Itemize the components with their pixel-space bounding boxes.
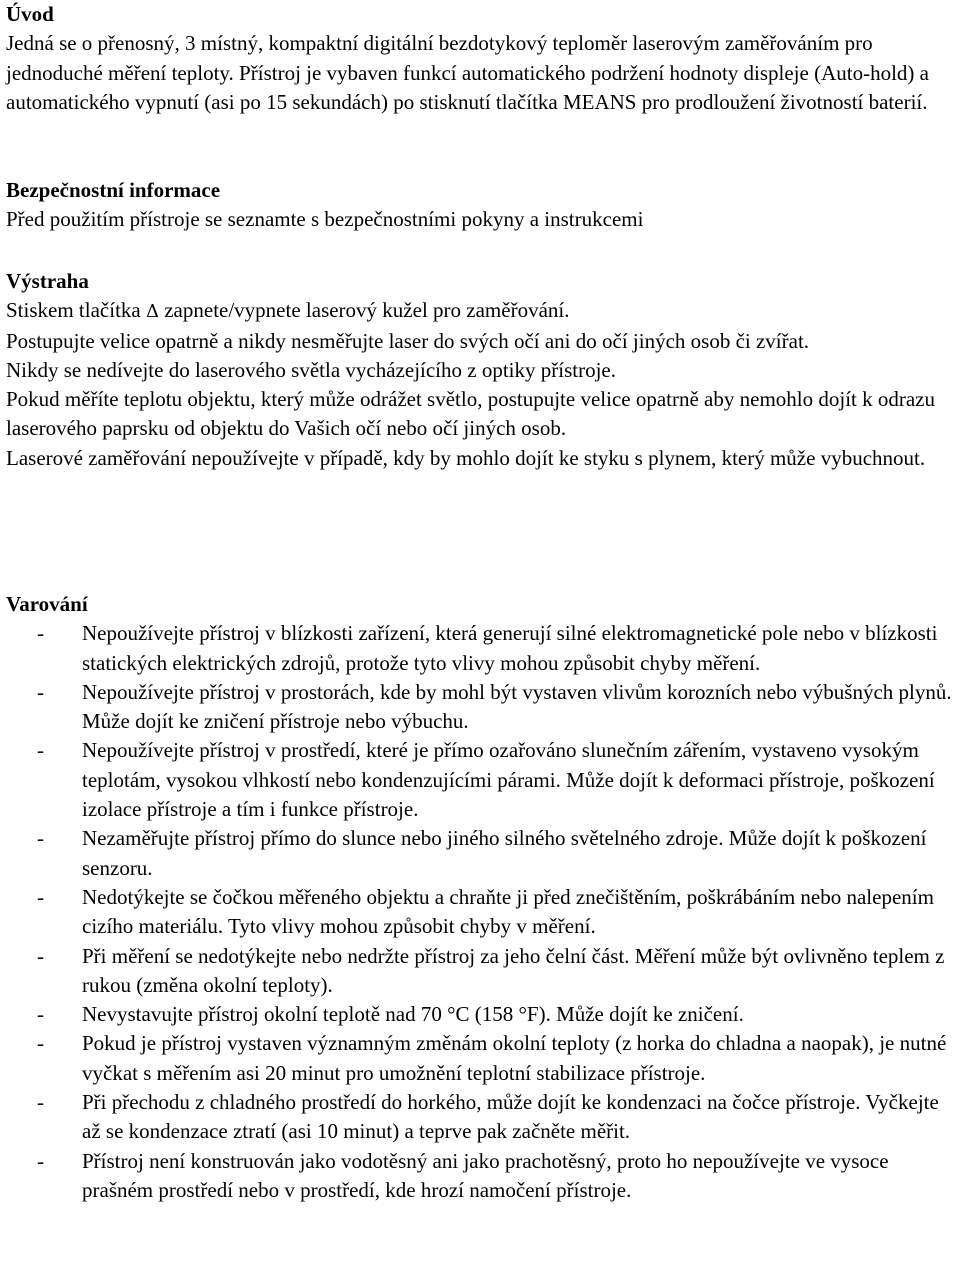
- laser-instruction-start: Stiskem tlačítka: [6, 298, 146, 323]
- dash-bullet: -: [37, 1090, 44, 1115]
- warning-heading: Výstraha: [6, 269, 89, 293]
- list-item: [6, 678, 960, 737]
- dash-bullet: -: [37, 679, 44, 704]
- caution-list: [6, 619, 960, 1205]
- list-item-text: Při přechodu z chladného prostředí do horkého, může dojít ke kondenzaci na čočce přístroje. Vyčkejte až se kondenzace ztratí (asi 10 minut) a teprve pak začněte měřit.: [82, 1090, 939, 1144]
- list-item: [6, 619, 960, 678]
- list-item-text: Nepoužívejte přístroj v prostředí, které je přímo ozařováno slunečním zářením, vystaveno vysokým teplotám, vysokou vlhkostí nebo kondenzujícími párami. Může dojít k deformaci přístroje, poškození izolace přístroje a tím i funkce přístroje.: [82, 738, 935, 822]
- section-safety-information: [6, 176, 956, 235]
- dash-bullet: -: [37, 943, 44, 968]
- list-item: [6, 1147, 960, 1206]
- laser-toggle-instruction: [6, 296, 956, 326]
- list-item-text: Přístroj není konstruován jako vodotěsný ani jako prachotěsný, proto ho nepoužívejte ve vysoce prašném prostředí nebo v prostředí, kde hrozí namočení přístroje.: [82, 1148, 889, 1202]
- dash-bullet: -: [37, 1002, 44, 1027]
- dash-bullet: -: [37, 1148, 44, 1173]
- safety-heading: Bezpečnostní informace: [6, 178, 221, 202]
- list-item-text: Nepoužívejte přístroj v blízkosti zařízení, která generují silné elektromagnetické pole nebo v blízkosti statických elektrických zdrojů, protože tyto vlivy mohou způsobit chyby měření.: [82, 621, 938, 675]
- introduction-text: Jedná se o přenosný, 3 místný, kompaktní digitální bezdotykový teploměr laserovým zaměřováním pro jednoduché měření teploty. Přístroj je vybaven funkcí automatického podržení hodnoty displeje (Auto-hold) a automatického vypnutí (asi po 15 sekundách) po stisknutí tlačítka MEANS pro prodloužení životností baterií.: [6, 31, 929, 114]
- list-item-text: Nedotýkejte se čočkou měřeného objektu a chraňte ji před znečištěním, poškrábáním nebo nalepením cizího materiálu. Tyto vlivy mohou způsobit chyby v měření.: [82, 884, 934, 939]
- list-item: [6, 824, 960, 883]
- section-introduction: [6, 0, 956, 117]
- delta-icon: Δ: [145, 301, 159, 323]
- list-item-text: Nepoužívejte přístroj v prostorách, kde by mohl být vystaven vlivům korozních nebo výbušných plynů. Může dojít ke zničení přístroje nebo výbuchu.: [82, 679, 952, 734]
- dash-bullet: -: [37, 826, 44, 851]
- list-item-text: Při měření se nedotýkejte nebo nedržte přístroj za jeho čelní část. Měření může být ovlivněno teplem z rukou (změna okolní teploty).: [82, 943, 945, 997]
- laser-instruction-end: zapnete/vypnete laserový kužel pro zaměřování.: [158, 298, 570, 323]
- warning-paragraph: Postupujte velice opatrně a nikdy nesměřujte laser do svých očí ani do očí jiných osob či zvířat.: [6, 328, 810, 353]
- section-warning-laser: [6, 267, 956, 473]
- list-item: [6, 1088, 960, 1147]
- caution-heading: Varování: [6, 592, 88, 616]
- dash-bullet: -: [37, 738, 44, 763]
- list-item: [6, 1000, 960, 1029]
- list-item: [6, 736, 960, 824]
- dash-bullet: -: [37, 1031, 44, 1056]
- list-item-text: Nezaměřujte přístroj přímo do slunce nebo jiného silného světelného zdroje. Může dojít k poškození senzoru.: [82, 826, 927, 880]
- warning-paragraph: Laserové zaměřování nepoužívejte v případě, kdy by mohlo dojít ke styku s plynem, který může vybuchnout.: [6, 445, 926, 470]
- dash-bullet: -: [37, 621, 44, 646]
- list-item-text: Nevystavujte přístroj okolní teplotě nad 70 °C (158 °F). Může dojít ke zničení.: [82, 1002, 744, 1027]
- warning-paragraph: Pokud měříte teplotu objektu, který může odrážet světlo, postupujte velice opatrně aby nemohlo dojít k odrazu laserového paprsku od objektu do Vašich očí nebo očí jiných osob.: [6, 387, 936, 441]
- safety-text: Před použitím přístroje se seznamte s bezpečnostními pokyny a instrukcemi: [6, 207, 644, 232]
- warning-paragraph: Nikdy se nedívejte do laserového světla vycházejícího z optiky přístroje.: [6, 357, 616, 382]
- list-item: [6, 883, 960, 942]
- introduction-heading: Úvod: [6, 2, 54, 26]
- section-caution: [6, 590, 960, 1205]
- list-item-text: Pokud je přístroj vystaven významným změnám okolní teploty (z horka do chladna a naopak), je nutné vyčkat s měřením asi 20 minut pro umožnění teplotní stabilizace přístroje.: [82, 1031, 947, 1085]
- list-item: [6, 1029, 960, 1088]
- dash-bullet: -: [37, 884, 44, 909]
- list-item: [6, 942, 960, 1001]
